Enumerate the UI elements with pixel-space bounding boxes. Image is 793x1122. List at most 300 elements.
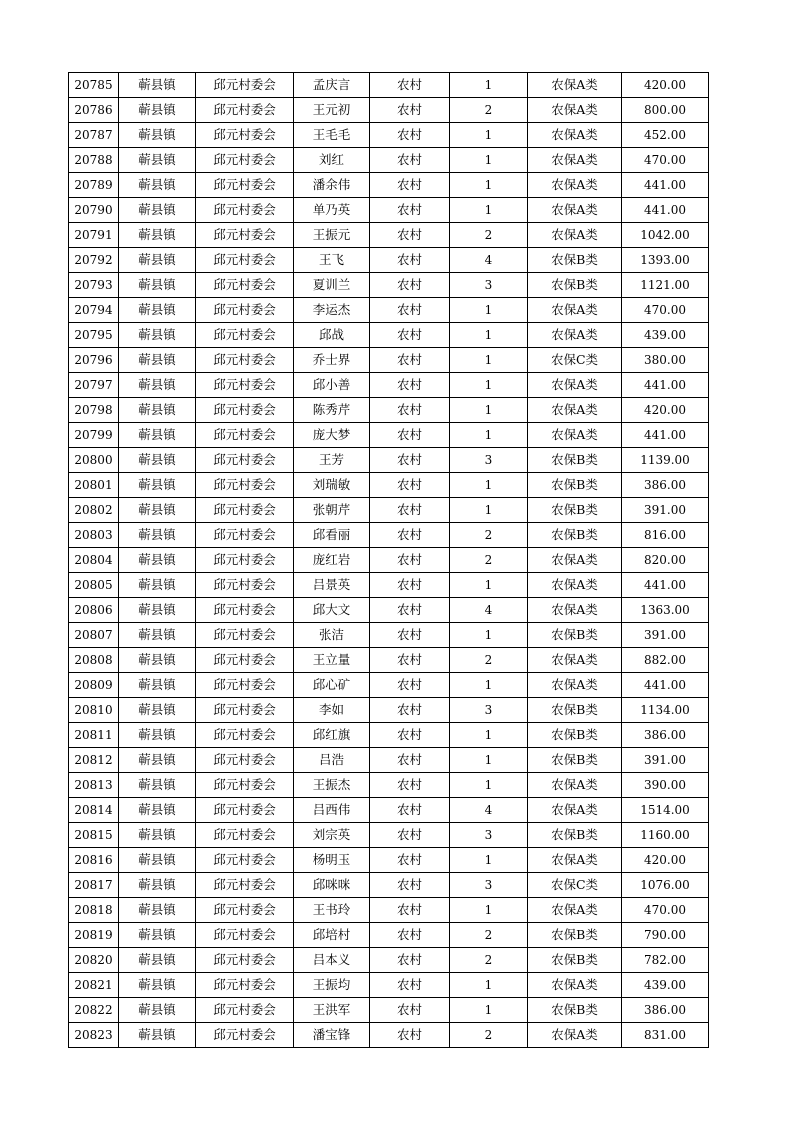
insurance-category-cell: 农保A类	[528, 98, 622, 123]
person-count-cell: 1	[450, 398, 528, 423]
amount-cell: 882.00	[622, 648, 709, 673]
person-count-cell: 2	[450, 98, 528, 123]
table-row	[69, 248, 709, 273]
village-committee-cell: 邱元村委会	[196, 548, 294, 573]
amount-cell: 441.00	[622, 198, 709, 223]
household-type-cell: 农村	[370, 823, 450, 848]
insurance-category-cell: 农保A类	[528, 423, 622, 448]
insurance-category-cell: 农保B类	[528, 723, 622, 748]
serial-number-cell: 20809	[69, 673, 119, 698]
table-row	[69, 423, 709, 448]
name-cell: 单乃英	[294, 198, 370, 223]
name-cell: 庞大梦	[294, 423, 370, 448]
village-committee-cell: 邱元村委会	[196, 898, 294, 923]
amount-cell: 391.00	[622, 748, 709, 773]
town-cell: 蕲县镇	[119, 373, 196, 398]
table-row	[69, 348, 709, 373]
table-row	[69, 873, 709, 898]
serial-number-cell: 20823	[69, 1023, 119, 1048]
insurance-category-cell: 农保A类	[528, 323, 622, 348]
village-committee-cell: 邱元村委会	[196, 348, 294, 373]
town-cell: 蕲县镇	[119, 448, 196, 473]
town-cell: 蕲县镇	[119, 98, 196, 123]
person-count-cell: 1	[450, 998, 528, 1023]
town-cell: 蕲县镇	[119, 948, 196, 973]
town-cell: 蕲县镇	[119, 748, 196, 773]
insurance-category-cell: 农保A类	[528, 598, 622, 623]
insurance-category-cell: 农保A类	[528, 573, 622, 598]
amount-cell: 386.00	[622, 723, 709, 748]
village-committee-cell: 邱元村委会	[196, 398, 294, 423]
name-cell: 邱大文	[294, 598, 370, 623]
table-row	[69, 898, 709, 923]
serial-number-cell: 20792	[69, 248, 119, 273]
amount-cell: 782.00	[622, 948, 709, 973]
insurance-category-cell: 农保C类	[528, 873, 622, 898]
insurance-category-cell: 农保B类	[528, 923, 622, 948]
name-cell: 邱看丽	[294, 523, 370, 548]
insurance-category-cell: 农保A类	[528, 148, 622, 173]
person-count-cell: 1	[450, 898, 528, 923]
serial-number-cell: 20805	[69, 573, 119, 598]
village-committee-cell: 邱元村委会	[196, 148, 294, 173]
serial-number-cell: 20788	[69, 148, 119, 173]
amount-cell: 386.00	[622, 998, 709, 1023]
village-committee-cell: 邱元村委会	[196, 848, 294, 873]
amount-cell: 441.00	[622, 373, 709, 398]
person-count-cell: 1	[450, 298, 528, 323]
household-type-cell: 农村	[370, 548, 450, 573]
village-committee-cell: 邱元村委会	[196, 123, 294, 148]
name-cell: 王书玲	[294, 898, 370, 923]
table-row	[69, 298, 709, 323]
amount-cell: 386.00	[622, 473, 709, 498]
serial-number-cell: 20791	[69, 223, 119, 248]
town-cell: 蕲县镇	[119, 423, 196, 448]
table-row	[69, 73, 709, 98]
name-cell: 王毛毛	[294, 123, 370, 148]
table-row	[69, 173, 709, 198]
household-type-cell: 农村	[370, 623, 450, 648]
insurance-category-cell: 农保A类	[528, 773, 622, 798]
table-row	[69, 573, 709, 598]
serial-number-cell: 20818	[69, 898, 119, 923]
serial-number-cell: 20785	[69, 73, 119, 98]
insurance-category-cell: 农保B类	[528, 473, 622, 498]
table-row	[69, 198, 709, 223]
town-cell: 蕲县镇	[119, 198, 196, 223]
serial-number-cell: 20802	[69, 498, 119, 523]
serial-number-cell: 20820	[69, 948, 119, 973]
amount-cell: 380.00	[622, 348, 709, 373]
name-cell: 刘瑞敏	[294, 473, 370, 498]
insurance-category-cell: 农保A类	[528, 198, 622, 223]
table-row	[69, 648, 709, 673]
amount-cell: 441.00	[622, 673, 709, 698]
person-count-cell: 1	[450, 148, 528, 173]
name-cell: 王元初	[294, 98, 370, 123]
household-type-cell: 农村	[370, 98, 450, 123]
serial-number-cell: 20819	[69, 923, 119, 948]
town-cell: 蕲县镇	[119, 573, 196, 598]
name-cell: 吕浩	[294, 748, 370, 773]
household-type-cell: 农村	[370, 898, 450, 923]
household-type-cell: 农村	[370, 973, 450, 998]
name-cell: 孟庆言	[294, 73, 370, 98]
insurance-category-cell: 农保A类	[528, 73, 622, 98]
village-committee-cell: 邱元村委会	[196, 448, 294, 473]
town-cell: 蕲县镇	[119, 548, 196, 573]
village-committee-cell: 邱元村委会	[196, 773, 294, 798]
amount-cell: 800.00	[622, 98, 709, 123]
amount-cell: 470.00	[622, 898, 709, 923]
insurance-category-cell: 农保A类	[528, 298, 622, 323]
household-type-cell: 农村	[370, 873, 450, 898]
town-cell: 蕲县镇	[119, 698, 196, 723]
village-committee-cell: 邱元村委会	[196, 473, 294, 498]
person-count-cell: 1	[450, 848, 528, 873]
name-cell: 乔士界	[294, 348, 370, 373]
village-committee-cell: 邱元村委会	[196, 623, 294, 648]
table-row	[69, 748, 709, 773]
insurance-category-cell: 农保B类	[528, 748, 622, 773]
roster-table	[68, 72, 709, 1048]
serial-number-cell: 20804	[69, 548, 119, 573]
person-count-cell: 1	[450, 773, 528, 798]
village-committee-cell: 邱元村委会	[196, 373, 294, 398]
person-count-cell: 1	[450, 498, 528, 523]
town-cell: 蕲县镇	[119, 973, 196, 998]
name-cell: 潘余伟	[294, 173, 370, 198]
household-type-cell: 农村	[370, 273, 450, 298]
amount-cell: 1393.00	[622, 248, 709, 273]
village-committee-cell: 邱元村委会	[196, 523, 294, 548]
insurance-category-cell: 农保A类	[528, 173, 622, 198]
town-cell: 蕲县镇	[119, 248, 196, 273]
amount-cell: 441.00	[622, 423, 709, 448]
table-row	[69, 798, 709, 823]
village-committee-cell: 邱元村委会	[196, 723, 294, 748]
household-type-cell: 农村	[370, 298, 450, 323]
name-cell: 李运杰	[294, 298, 370, 323]
amount-cell: 420.00	[622, 848, 709, 873]
town-cell: 蕲县镇	[119, 123, 196, 148]
person-count-cell: 4	[450, 798, 528, 823]
name-cell: 邱红旗	[294, 723, 370, 748]
household-type-cell: 农村	[370, 1023, 450, 1048]
village-committee-cell: 邱元村委会	[196, 298, 294, 323]
village-committee-cell: 邱元村委会	[196, 748, 294, 773]
household-type-cell: 农村	[370, 698, 450, 723]
name-cell: 刘宗英	[294, 823, 370, 848]
table-row	[69, 523, 709, 548]
person-count-cell: 2	[450, 223, 528, 248]
person-count-cell: 1	[450, 973, 528, 998]
person-count-cell: 1	[450, 573, 528, 598]
insurance-category-cell: 农保A类	[528, 1023, 622, 1048]
serial-number-cell: 20808	[69, 648, 119, 673]
person-count-cell: 3	[450, 823, 528, 848]
household-type-cell: 农村	[370, 198, 450, 223]
name-cell: 邱咪咪	[294, 873, 370, 898]
insurance-category-cell: 农保A类	[528, 398, 622, 423]
person-count-cell: 1	[450, 373, 528, 398]
amount-cell: 1139.00	[622, 448, 709, 473]
household-type-cell: 农村	[370, 148, 450, 173]
name-cell: 夏训兰	[294, 273, 370, 298]
serial-number-cell: 20807	[69, 623, 119, 648]
town-cell: 蕲县镇	[119, 1023, 196, 1048]
town-cell: 蕲县镇	[119, 873, 196, 898]
insurance-category-cell: 农保A类	[528, 123, 622, 148]
person-count-cell: 1	[450, 323, 528, 348]
person-count-cell: 3	[450, 873, 528, 898]
serial-number-cell: 20806	[69, 598, 119, 623]
table-row	[69, 548, 709, 573]
town-cell: 蕲县镇	[119, 348, 196, 373]
amount-cell: 391.00	[622, 623, 709, 648]
village-committee-cell: 邱元村委会	[196, 248, 294, 273]
insurance-category-cell: 农保B类	[528, 823, 622, 848]
insurance-category-cell: 农保B类	[528, 498, 622, 523]
amount-cell: 391.00	[622, 498, 709, 523]
name-cell: 张洁	[294, 623, 370, 648]
person-count-cell: 2	[450, 648, 528, 673]
serial-number-cell: 20815	[69, 823, 119, 848]
village-committee-cell: 邱元村委会	[196, 948, 294, 973]
amount-cell: 1076.00	[622, 873, 709, 898]
town-cell: 蕲县镇	[119, 473, 196, 498]
household-type-cell: 农村	[370, 373, 450, 398]
serial-number-cell: 20790	[69, 198, 119, 223]
person-count-cell: 1	[450, 473, 528, 498]
insurance-category-cell: 农保A类	[528, 798, 622, 823]
person-count-cell: 1	[450, 73, 528, 98]
table-row	[69, 498, 709, 523]
amount-cell: 820.00	[622, 548, 709, 573]
town-cell: 蕲县镇	[119, 298, 196, 323]
person-count-cell: 1	[450, 623, 528, 648]
village-committee-cell: 邱元村委会	[196, 923, 294, 948]
name-cell: 潘宝锋	[294, 1023, 370, 1048]
serial-number-cell: 20787	[69, 123, 119, 148]
amount-cell: 1134.00	[622, 698, 709, 723]
serial-number-cell: 20801	[69, 473, 119, 498]
insurance-category-cell: 农保B类	[528, 248, 622, 273]
town-cell: 蕲县镇	[119, 773, 196, 798]
person-count-cell: 2	[450, 548, 528, 573]
person-count-cell: 4	[450, 598, 528, 623]
name-cell: 吕西伟	[294, 798, 370, 823]
table-row	[69, 473, 709, 498]
table-row	[69, 398, 709, 423]
village-committee-cell: 邱元村委会	[196, 998, 294, 1023]
table-row	[69, 123, 709, 148]
village-committee-cell: 邱元村委会	[196, 873, 294, 898]
town-cell: 蕲县镇	[119, 148, 196, 173]
household-type-cell: 农村	[370, 798, 450, 823]
village-committee-cell: 邱元村委会	[196, 573, 294, 598]
table-row	[69, 673, 709, 698]
household-type-cell: 农村	[370, 123, 450, 148]
name-cell: 王振均	[294, 973, 370, 998]
town-cell: 蕲县镇	[119, 173, 196, 198]
person-count-cell: 1	[450, 723, 528, 748]
name-cell: 王振元	[294, 223, 370, 248]
town-cell: 蕲县镇	[119, 398, 196, 423]
table-row	[69, 598, 709, 623]
village-committee-cell: 邱元村委会	[196, 323, 294, 348]
person-count-cell: 3	[450, 698, 528, 723]
serial-number-cell: 20789	[69, 173, 119, 198]
amount-cell: 1363.00	[622, 598, 709, 623]
town-cell: 蕲县镇	[119, 798, 196, 823]
village-committee-cell: 邱元村委会	[196, 98, 294, 123]
person-count-cell: 1	[450, 423, 528, 448]
serial-number-cell: 20811	[69, 723, 119, 748]
serial-number-cell: 20796	[69, 348, 119, 373]
table-row	[69, 98, 709, 123]
household-type-cell: 农村	[370, 948, 450, 973]
amount-cell: 441.00	[622, 173, 709, 198]
serial-number-cell: 20821	[69, 973, 119, 998]
amount-cell: 452.00	[622, 123, 709, 148]
village-committee-cell: 邱元村委会	[196, 498, 294, 523]
town-cell: 蕲县镇	[119, 673, 196, 698]
insurance-category-cell: 农保B类	[528, 448, 622, 473]
amount-cell: 439.00	[622, 973, 709, 998]
household-type-cell: 农村	[370, 248, 450, 273]
name-cell: 刘红	[294, 148, 370, 173]
serial-number-cell: 20822	[69, 998, 119, 1023]
table-row	[69, 823, 709, 848]
town-cell: 蕲县镇	[119, 273, 196, 298]
table-row	[69, 623, 709, 648]
village-committee-cell: 邱元村委会	[196, 423, 294, 448]
serial-number-cell: 20803	[69, 523, 119, 548]
household-type-cell: 农村	[370, 723, 450, 748]
serial-number-cell: 20794	[69, 298, 119, 323]
amount-cell: 1160.00	[622, 823, 709, 848]
person-count-cell: 2	[450, 523, 528, 548]
village-committee-cell: 邱元村委会	[196, 823, 294, 848]
household-type-cell: 农村	[370, 773, 450, 798]
table-row	[69, 323, 709, 348]
insurance-category-cell: 农保A类	[528, 548, 622, 573]
table-row	[69, 948, 709, 973]
household-type-cell: 农村	[370, 73, 450, 98]
name-cell: 邱小善	[294, 373, 370, 398]
insurance-category-cell: 农保A类	[528, 373, 622, 398]
table-row	[69, 1023, 709, 1048]
amount-cell: 1042.00	[622, 223, 709, 248]
amount-cell: 390.00	[622, 773, 709, 798]
insurance-category-cell: 农保A类	[528, 648, 622, 673]
serial-number-cell: 20817	[69, 873, 119, 898]
amount-cell: 470.00	[622, 148, 709, 173]
town-cell: 蕲县镇	[119, 723, 196, 748]
name-cell: 邱培村	[294, 923, 370, 948]
village-committee-cell: 邱元村委会	[196, 598, 294, 623]
town-cell: 蕲县镇	[119, 923, 196, 948]
serial-number-cell: 20786	[69, 98, 119, 123]
insurance-category-cell: 农保B类	[528, 273, 622, 298]
amount-cell: 1121.00	[622, 273, 709, 298]
person-count-cell: 1	[450, 673, 528, 698]
table-row	[69, 698, 709, 723]
table-row	[69, 148, 709, 173]
name-cell: 杨明玉	[294, 848, 370, 873]
amount-cell: 439.00	[622, 323, 709, 348]
name-cell: 邱战	[294, 323, 370, 348]
household-type-cell: 农村	[370, 173, 450, 198]
person-count-cell: 2	[450, 1023, 528, 1048]
town-cell: 蕲县镇	[119, 998, 196, 1023]
household-type-cell: 农村	[370, 448, 450, 473]
household-type-cell: 农村	[370, 673, 450, 698]
household-type-cell: 农村	[370, 923, 450, 948]
insurance-category-cell: 农保A类	[528, 973, 622, 998]
name-cell: 王洪军	[294, 998, 370, 1023]
roster-body	[69, 73, 709, 1048]
person-count-cell: 4	[450, 248, 528, 273]
town-cell: 蕲县镇	[119, 823, 196, 848]
name-cell: 陈秀芹	[294, 398, 370, 423]
person-count-cell: 3	[450, 448, 528, 473]
town-cell: 蕲县镇	[119, 323, 196, 348]
amount-cell: 420.00	[622, 398, 709, 423]
table-row	[69, 973, 709, 998]
town-cell: 蕲县镇	[119, 498, 196, 523]
insurance-category-cell: 农保B类	[528, 523, 622, 548]
table-row	[69, 923, 709, 948]
name-cell: 王芳	[294, 448, 370, 473]
household-type-cell: 农村	[370, 423, 450, 448]
household-type-cell: 农村	[370, 398, 450, 423]
village-committee-cell: 邱元村委会	[196, 73, 294, 98]
amount-cell: 441.00	[622, 573, 709, 598]
serial-number-cell: 20798	[69, 398, 119, 423]
household-type-cell: 农村	[370, 323, 450, 348]
table-row	[69, 448, 709, 473]
insurance-category-cell: 农保A类	[528, 223, 622, 248]
amount-cell: 831.00	[622, 1023, 709, 1048]
amount-cell: 1514.00	[622, 798, 709, 823]
town-cell: 蕲县镇	[119, 848, 196, 873]
serial-number-cell: 20812	[69, 748, 119, 773]
amount-cell: 420.00	[622, 73, 709, 98]
amount-cell: 470.00	[622, 298, 709, 323]
town-cell: 蕲县镇	[119, 898, 196, 923]
insurance-category-cell: 农保A类	[528, 848, 622, 873]
household-type-cell: 农村	[370, 523, 450, 548]
household-type-cell: 农村	[370, 498, 450, 523]
serial-number-cell: 20816	[69, 848, 119, 873]
name-cell: 张朝芹	[294, 498, 370, 523]
name-cell: 李如	[294, 698, 370, 723]
person-count-cell: 1	[450, 748, 528, 773]
village-committee-cell: 邱元村委会	[196, 223, 294, 248]
table-row	[69, 373, 709, 398]
village-committee-cell: 邱元村委会	[196, 173, 294, 198]
insurance-category-cell: 农保B类	[528, 698, 622, 723]
person-count-cell: 2	[450, 948, 528, 973]
household-type-cell: 农村	[370, 573, 450, 598]
insurance-category-cell: 农保A类	[528, 673, 622, 698]
village-committee-cell: 邱元村委会	[196, 698, 294, 723]
name-cell: 吕本义	[294, 948, 370, 973]
table-row	[69, 723, 709, 748]
